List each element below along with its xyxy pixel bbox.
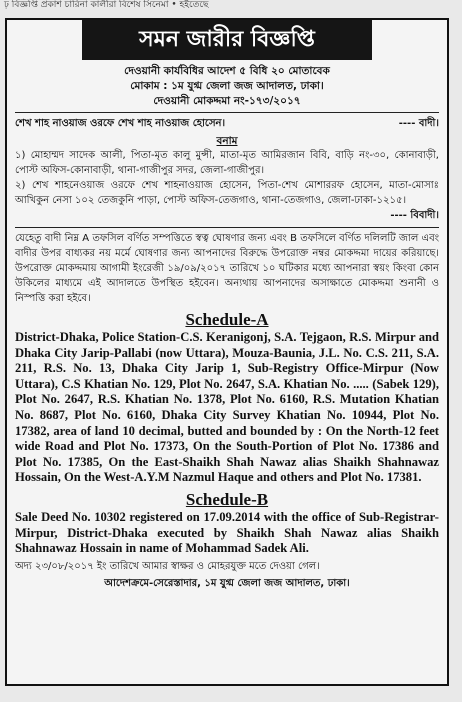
divider [15,227,439,228]
plaintiff-name: শেখ শাহ নাওয়াজ ওরফে শেখ শাহ নাওয়াজ হোসেন। [15,118,226,129]
notice-header [7,64,447,109]
divider [15,112,439,113]
schedule-a-text: District-Dhaka, Police Station-C.S. Keranigonj, S.A. Tejgaon, R.S. Mirpur and Dhaka City Jarip-Pallabi (now Uttara), Mouza-Baunia, J.L. No. C.S. 211, S.A. 211, R.S. No. 13, Dhaka City Jarip 1, Sub-Registry Office-Mirpur (Now Uttara), C.S Khatian No. 129, Plot No. 2647, S.A. Khatian No. ..... (Sabek 129), Plot No. 2647, R.S. Khatian No. 1378, Plot No. 6160, R.S. Mutation Khatian No. 8687, Plot No. 6160, Dhaka City Survey Khatian No. 10944, Plot No. 17382, area of land 10 decimal, butted and bounded by : On the North-12 feet wide Road and Plot No. 17373, On the South-Portion of Plot No. 17386 and Plot No. 17385, On the East-Shaikh Shah Nawaz alias Shaikh Shahnawaz Hossain, On the West-A.Y.M Nazmul Haque and others and Plot No. 17381. [15,330,439,485]
defendant-1: ১) মোহাম্মদ সাদেক আলী, পিতা-মৃত কালু মুন্সী, মাতা-মৃত আমিরজান বিবি, বাড়ি নং-৩০, কোনাবাড়ী, পোস্ট অফিস-কোনাবাড়ী, থানা-গাজীপুর সদর, জেলা-গাজীপুর। [15,150,439,176]
notice-body: যেহেতু বাদী নিম্ন A তফসিল বর্ণিত সম্পত্তিতে স্বত্ব ঘোষণার জন্য এবং B তফসিলে বর্ণিত দলিলটি জাল এবং বাদীর উপর বাধ্যকর নয় মর্মে ঘোষণার জন্য আপনাদের বিরুদ্ধে উপরোক্ত নম্বর মোকদ্দমা দায়ের করিয়াছে। উপরোক্ত মোকদ্দমায় আগামী ইংরেজী ১৯/০৯/২০১৭ তারিখে ১০ ঘটিকার মধ্যে আপনারা স্বয়ং কিংবা কোন উকিলের মাধ্যমে এই আদালতে উপস্থিত হইবেন। অন্যথায় আপনাদের অসাক্ষাতে মোকদ্দমা শুনানী ও নিস্পত্তি করা হইবে। [15,233,439,304]
defendant-role-row [7,208,447,224]
header-line-1: দেওয়ানী কার্যবিধির আদেশ ৫ বিধি ২০ মোতাবেক [124,65,330,77]
signature-line: আদেশক্রমে-সেরেস্তাদার, ১ম যুগ্ম জেলা জজ আদালত, ঢাকা। [104,577,350,589]
plaintiff-role: ---- বাদী। [398,118,439,129]
defendant-2: ২) শেখ শাহনেওয়াজ ওরফে শেখ শাহনাওয়াজ হোসেন, পিতা-শেখ মোশাররফ হোসেন, মাতা-মোসাঃ আখিকুন নেসা ১০২ তেজকুনি পাড়া, পোস্ট অফিস-তেজগাও, থানা-তেজগাও, জেলা-ঢাকা-১২১৫। [15,180,439,206]
top-cropped-text: ঢ় বিজ্ঞপ্তি প্রকাশ চারিনা কালীরা বিশেষ সিনেমা • হইতেছে [4,0,209,10]
legal-notice [5,18,449,686]
schedule-b-title: Schedule-B [185,489,269,509]
versus-label: বনাম [216,135,238,147]
header-line-3: দেওয়ানী মোকদ্দমা নং-১৭৩/২০১৭ [153,95,301,107]
header-line-2: মোকাম : ১ম যুগ্ম জেলা জজ আদালত, ঢাকা। [130,80,324,92]
schedule-a-title: Schedule-A [185,310,269,329]
plaintiff-row [7,116,447,132]
notice-title: সমন জারীর বিজ্ঞপ্তি [82,20,372,60]
defendant-role: ---- বিবাদী। [390,210,439,221]
date-line: অদ্য ২৩/০৮/২০১৭ ইং তারিখে আমার স্বাক্ষর ও মোহরযুক্ত মতে দেওয়া গেল। [15,560,320,572]
schedule-b-text: Sale Deed No. 10302 registered on 17.09.2014 with the office of Sub-Registrar-Mirpur, District-Dhaka executed by Shaikh Shah Nawaz alias Shaikh Shahnawaz Hossain in name of Mohammad Sadek Ali. [15,509,439,556]
